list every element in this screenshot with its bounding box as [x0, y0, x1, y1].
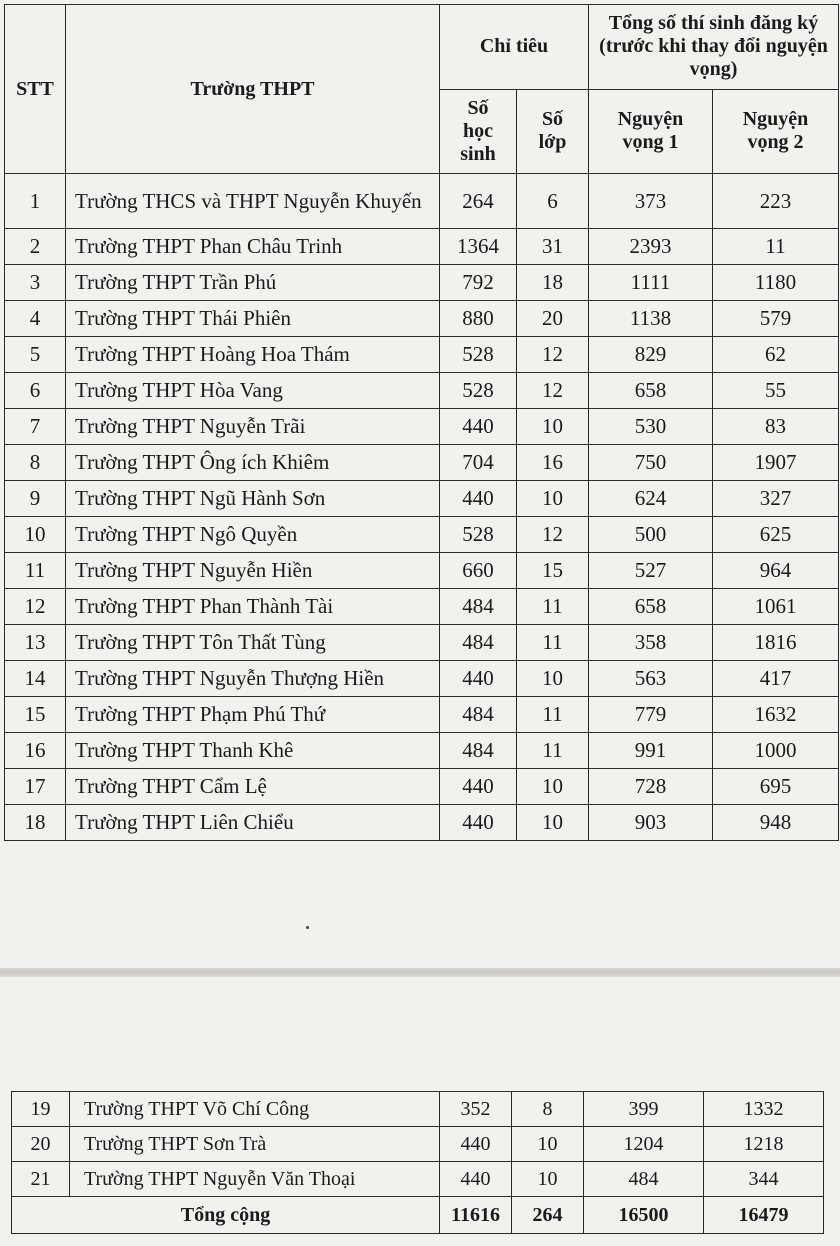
table-row	[5, 769, 839, 805]
row-stt: 11	[5, 553, 66, 589]
row-students: 440	[440, 409, 517, 445]
header-choice2: Nguyện vọng 2	[713, 89, 839, 174]
speck	[306, 926, 309, 929]
row-nv1: 373	[589, 174, 713, 229]
row-nv2: 1907	[713, 445, 839, 481]
table-row	[5, 805, 839, 841]
row-students: 880	[440, 301, 517, 337]
row-nv2: 1332	[704, 1092, 824, 1127]
row-stt: 5	[5, 337, 66, 373]
total-students: 11616	[440, 1197, 512, 1234]
row-school: Trường THPT Nguyễn Thượng Hiền	[66, 661, 440, 697]
row-nv1: 829	[589, 337, 713, 373]
row-classes: 20	[517, 301, 589, 337]
table-row	[5, 589, 839, 625]
row-classes: 10	[512, 1162, 584, 1197]
table-row	[5, 373, 839, 409]
table-row	[5, 517, 839, 553]
row-students: 528	[440, 517, 517, 553]
table-row	[5, 229, 839, 265]
row-students: 484	[440, 625, 517, 661]
total-label: Tổng cộng	[12, 1197, 440, 1234]
row-nv2: 62	[713, 337, 839, 373]
row-stt: 9	[5, 481, 66, 517]
total-nv2: 16479	[704, 1197, 824, 1234]
table-row	[5, 337, 839, 373]
row-students: 352	[440, 1092, 512, 1127]
row-nv1: 563	[589, 661, 713, 697]
row-nv2: 11	[713, 229, 839, 265]
row-students: 660	[440, 553, 517, 589]
row-school: Trường THCS và THPT Nguyễn Khuyến	[66, 174, 440, 229]
table-row	[5, 481, 839, 517]
row-nv1: 779	[589, 697, 713, 733]
table-row	[5, 661, 839, 697]
table-row	[5, 733, 839, 769]
table-row	[5, 265, 839, 301]
row-stt: 8	[5, 445, 66, 481]
row-nv2: 1000	[713, 733, 839, 769]
row-classes: 10	[517, 481, 589, 517]
row-classes: 10	[517, 805, 589, 841]
row-nv1: 991	[589, 733, 713, 769]
row-students: 484	[440, 733, 517, 769]
page-break-band	[0, 968, 840, 977]
row-classes: 10	[517, 661, 589, 697]
row-stt: 14	[5, 661, 66, 697]
row-stt: 7	[5, 409, 66, 445]
row-stt: 15	[5, 697, 66, 733]
row-school: Trường THPT Ông ích Khiêm	[66, 445, 440, 481]
row-classes: 16	[517, 445, 589, 481]
row-nv2: 695	[713, 769, 839, 805]
row-school: Trường THPT Phạm Phú Thứ	[66, 697, 440, 733]
registration-table-page2	[11, 1091, 824, 1234]
table-row	[12, 1092, 824, 1127]
row-students: 1364	[440, 229, 517, 265]
row-classes: 10	[517, 769, 589, 805]
row-nv1: 358	[589, 625, 713, 661]
row-nv2: 1061	[713, 589, 839, 625]
row-classes: 10	[512, 1127, 584, 1162]
row-stt: 2	[5, 229, 66, 265]
table-row	[5, 174, 839, 229]
row-school: Trường THPT Thái Phiên	[66, 301, 440, 337]
row-nv2: 579	[713, 301, 839, 337]
row-nv1: 527	[589, 553, 713, 589]
row-school: Trường THPT Cẩm Lệ	[66, 769, 440, 805]
header-quota-students: Số học sinh	[440, 89, 517, 174]
row-nv2: 1218	[704, 1127, 824, 1162]
row-classes: 8	[512, 1092, 584, 1127]
row-nv1: 658	[589, 589, 713, 625]
row-stt: 6	[5, 373, 66, 409]
row-school: Trường THPT Ngũ Hành Sơn	[66, 481, 440, 517]
row-school: Trường THPT Sơn Trà	[70, 1127, 440, 1162]
row-nv2: 1180	[713, 265, 839, 301]
header-quota: Chỉ tiêu	[440, 5, 589, 90]
row-nv2: 1632	[713, 697, 839, 733]
header-quota-classes: Số lớp	[517, 89, 589, 174]
row-students: 440	[440, 805, 517, 841]
row-stt: 4	[5, 301, 66, 337]
row-students: 792	[440, 265, 517, 301]
row-students: 440	[440, 1162, 512, 1197]
row-classes: 6	[517, 174, 589, 229]
table-row	[5, 553, 839, 589]
row-nv1: 484	[584, 1162, 704, 1197]
row-nv1: 1111	[589, 265, 713, 301]
table-row	[5, 625, 839, 661]
registration-table-page1	[4, 4, 839, 841]
row-nv2: 948	[713, 805, 839, 841]
table-row	[5, 301, 839, 337]
row-classes: 18	[517, 265, 589, 301]
row-students: 528	[440, 373, 517, 409]
row-students: 264	[440, 174, 517, 229]
row-nv1: 399	[584, 1092, 704, 1127]
row-stt: 19	[12, 1092, 70, 1127]
row-students: 440	[440, 769, 517, 805]
row-stt: 17	[5, 769, 66, 805]
row-stt: 18	[5, 805, 66, 841]
row-classes: 10	[517, 409, 589, 445]
row-school: Trường THPT Liên Chiểu	[66, 805, 440, 841]
row-school: Trường THPT Ngô Quyền	[66, 517, 440, 553]
header-stt: STT	[5, 5, 66, 174]
row-nv1: 2393	[589, 229, 713, 265]
table-row	[12, 1162, 824, 1197]
row-nv1: 750	[589, 445, 713, 481]
row-nv1: 1204	[584, 1127, 704, 1162]
row-classes: 12	[517, 517, 589, 553]
row-nv2: 625	[713, 517, 839, 553]
total-row	[12, 1197, 824, 1234]
row-school: Trường THPT Tôn Thất Tùng	[66, 625, 440, 661]
row-classes: 12	[517, 337, 589, 373]
row-school: Trường THPT Hòa Vang	[66, 373, 440, 409]
row-classes: 12	[517, 373, 589, 409]
row-nv2: 964	[713, 553, 839, 589]
row-nv1: 903	[589, 805, 713, 841]
row-school: Trường THPT Võ Chí Công	[70, 1092, 440, 1127]
row-school: Trường THPT Hoàng Hoa Thám	[66, 337, 440, 373]
row-students: 528	[440, 337, 517, 373]
row-school: Trường THPT Nguyễn Trãi	[66, 409, 440, 445]
row-stt: 12	[5, 589, 66, 625]
row-nv2: 344	[704, 1162, 824, 1197]
row-school: Trường THPT Trần Phú	[66, 265, 440, 301]
row-nv1: 1138	[589, 301, 713, 337]
header-registrations: Tổng số thí sinh đăng ký (trước khi thay đổi nguyện vọng)	[589, 5, 839, 90]
row-nv1: 624	[589, 481, 713, 517]
table-row	[5, 409, 839, 445]
row-nv1: 500	[589, 517, 713, 553]
row-students: 484	[440, 589, 517, 625]
row-nv1: 728	[589, 769, 713, 805]
row-nv2: 327	[713, 481, 839, 517]
row-nv2: 55	[713, 373, 839, 409]
header-school: Trường THPT	[66, 5, 440, 174]
row-stt: 3	[5, 265, 66, 301]
row-nv2: 223	[713, 174, 839, 229]
row-nv2: 1816	[713, 625, 839, 661]
row-nv2: 417	[713, 661, 839, 697]
row-stt: 21	[12, 1162, 70, 1197]
row-classes: 31	[517, 229, 589, 265]
row-school: Trường THPT Phan Thành Tài	[66, 589, 440, 625]
row-nv1: 530	[589, 409, 713, 445]
row-school: Trường THPT Phan Châu Trinh	[66, 229, 440, 265]
row-nv1: 658	[589, 373, 713, 409]
row-stt: 16	[5, 733, 66, 769]
row-classes: 15	[517, 553, 589, 589]
row-students: 440	[440, 481, 517, 517]
row-school: Trường THPT Thanh Khê	[66, 733, 440, 769]
row-nv2: 83	[713, 409, 839, 445]
row-classes: 11	[517, 733, 589, 769]
row-classes: 11	[517, 589, 589, 625]
row-stt: 1	[5, 174, 66, 229]
table-row	[5, 445, 839, 481]
row-stt: 13	[5, 625, 66, 661]
row-school: Trường THPT Nguyễn Văn Thoại	[70, 1162, 440, 1197]
total-classes: 264	[512, 1197, 584, 1234]
row-school: Trường THPT Nguyễn Hiền	[66, 553, 440, 589]
row-stt: 20	[12, 1127, 70, 1162]
total-nv1: 16500	[584, 1197, 704, 1234]
row-classes: 11	[517, 697, 589, 733]
row-students: 440	[440, 661, 517, 697]
row-classes: 11	[517, 625, 589, 661]
row-students: 484	[440, 697, 517, 733]
row-students: 704	[440, 445, 517, 481]
table-row	[12, 1127, 824, 1162]
row-students: 440	[440, 1127, 512, 1162]
header-choice1: Nguyện vọng 1	[589, 89, 713, 174]
table-row	[5, 697, 839, 733]
row-stt: 10	[5, 517, 66, 553]
